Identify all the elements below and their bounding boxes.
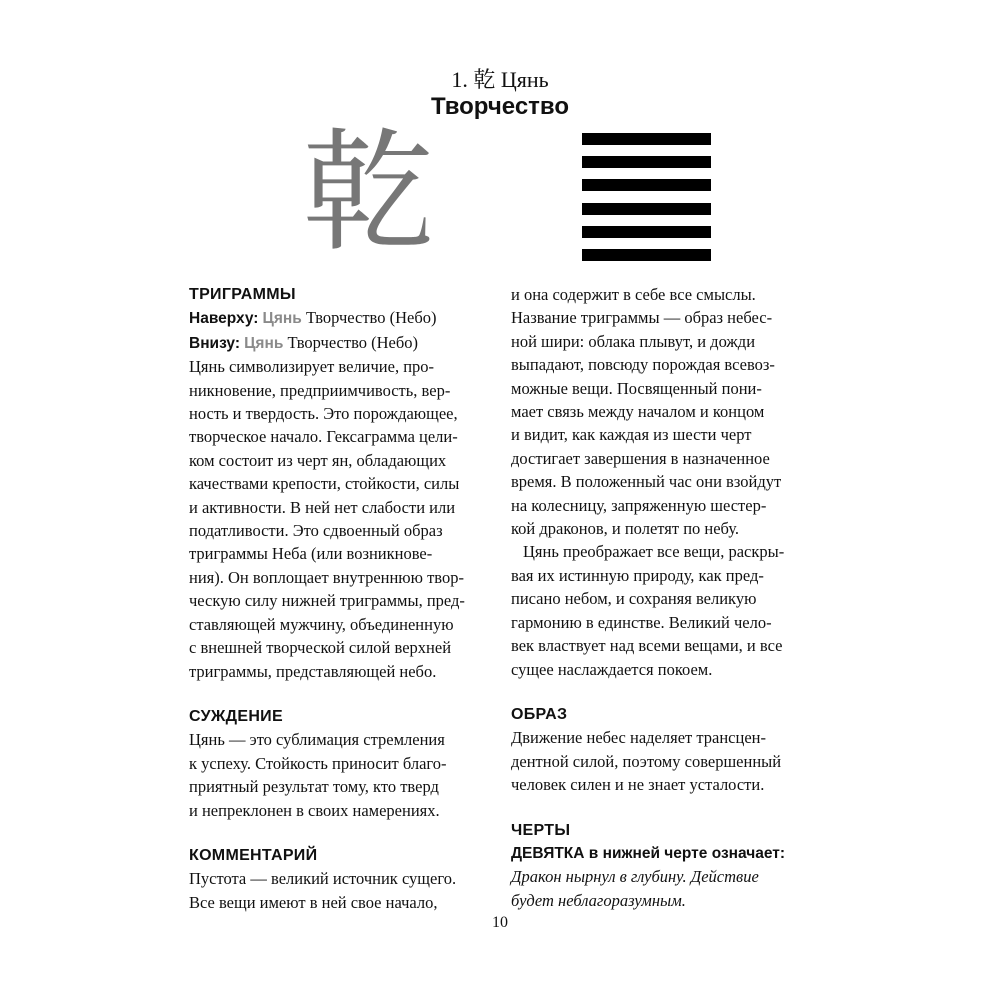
text-line: приятный результат тому, кто тверд — [189, 777, 439, 797]
trigram-top — [189, 306, 489, 330]
text-line: Название триграммы — образ небес- — [511, 308, 773, 328]
text-line: сущее наслаждается покоем. — [511, 659, 713, 679]
hexagram-title: Творчество — [430, 93, 570, 120]
judgement-body — [189, 728, 489, 822]
text-line: и активности. В ней нет слабости или — [189, 497, 456, 517]
image-body — [511, 726, 821, 796]
trigram-bottom-name: Цянь — [244, 334, 284, 352]
right-column — [511, 283, 821, 912]
text-line: никновение, предприимчивость, вер- — [189, 380, 451, 400]
trigram-bottom — [189, 331, 489, 355]
hexagram-solid-line — [582, 249, 711, 261]
text-line: вая их истинную природу, как пред- — [511, 565, 764, 585]
image-heading: ОБРАЗ — [511, 705, 568, 723]
commentary-paragraph-2 — [511, 540, 821, 680]
text-line: творческое начало. Гексаграмма цели- — [189, 427, 458, 447]
text-line: кой драконов, и полетят по небу. — [511, 519, 740, 539]
trigram-top-label: Наверху: — [189, 310, 259, 328]
text-line: человек силен и не знает усталости. — [511, 775, 765, 795]
text-line: и она содержит в себе все смыслы. — [511, 285, 756, 304]
text-line: качествами крепости, стойкости, силы — [189, 474, 460, 494]
text-line: можные вещи. Посвященный пони- — [511, 378, 762, 398]
text-line: выпадают, повсюду порождая всевоз- — [511, 355, 775, 375]
text-line: мает связь между началом и концом — [511, 402, 765, 422]
text-line: податливости. Это сдвоенный образ — [189, 521, 443, 541]
judgement-heading: СУЖДЕНИЕ — [189, 707, 283, 725]
text-line: Дракон нырнул в глубину. Действие — [511, 867, 759, 887]
text-line: ставляющей мужчину, объединенную — [189, 614, 454, 634]
hexagram-solid-line — [582, 179, 711, 191]
commentary-heading: КОММЕНТАРИЙ — [189, 846, 318, 864]
text-line: Пустота — великий источник сущего. — [189, 869, 457, 889]
text-line: достигает завершения в назначенное — [511, 448, 770, 468]
text-line: ческую силу нижней триграммы, пред- — [189, 591, 465, 611]
first-line-text — [511, 865, 821, 912]
text-line: гармонию в единстве. Великий чело- — [511, 612, 772, 632]
text-line: дентной силой, поэтому совершенный — [511, 751, 782, 771]
hexagram-solid-line — [582, 226, 711, 238]
text-line: век властвует над всеми вещами, и все — [511, 636, 783, 656]
hexagram-solid-line — [582, 156, 711, 168]
text-line: и видит, как каждая из шести черт — [511, 425, 752, 445]
text-line: время. В положенный час они взойдут — [511, 472, 782, 492]
text-line: ной шири: облака плывут, и дожди — [511, 331, 756, 351]
text-line: с внешней творческой силой верхней — [189, 638, 452, 658]
trigrams-heading: ТРИГРАММЫ — [189, 286, 296, 303]
trigram-bottom-label: Внизу: — [189, 334, 240, 352]
text-line: Все вещи имеют в ней свое начало, — [189, 892, 438, 912]
trigram-top-text: Творчество (Небо) — [305, 308, 437, 328]
hexagram-solid-line — [582, 133, 711, 145]
trigrams-body — [189, 355, 489, 683]
text-line: писано небом, и сохраняя великую — [511, 589, 757, 609]
text-line: Цянь — это сублимация стремления — [189, 730, 445, 750]
commentary-continued — [511, 283, 821, 540]
text-line: к успеху. Стойкость приносит благо- — [189, 753, 447, 773]
left-column — [189, 283, 489, 914]
page-number: 10 — [492, 914, 508, 931]
hexagram-solid-line — [582, 203, 711, 215]
lines-heading: ЧЕРТЫ — [511, 821, 571, 839]
text-line: и непреклонен в своих намерениях. — [189, 800, 440, 820]
commentary-body — [189, 867, 489, 914]
text-line: ком состоит из черт ян, обладающих — [189, 450, 447, 470]
text-line: триграммы, представляющей небо. — [189, 661, 437, 681]
text-line: ния). Он воплощает внутреннюю твор- — [189, 567, 464, 587]
first-line-label: ДЕВЯТКА в нижней черте означает: — [511, 844, 786, 862]
hexagram-number: 1. 乾 Цянь — [451, 67, 549, 92]
trigram-top-name: Цянь — [262, 310, 302, 328]
text-line: будет неблагоразумным. — [511, 890, 686, 910]
trigram-bottom-text: Творчество (Небо) — [287, 332, 419, 352]
text-line: ность и твердость. Это порождающее, — [189, 404, 458, 424]
hexagram-figure — [582, 133, 711, 261]
text-line: триграммы Неба (или возникнове- — [189, 544, 433, 564]
text-line: на колесницу, запряженную шестер- — [511, 495, 767, 515]
text-line: Цянь символизирует величие, про- — [189, 357, 435, 377]
chinese-character: 乾 — [302, 116, 434, 270]
text-line: Цянь преображает все вещи, раскры- — [523, 542, 785, 562]
text-line: Движение небес наделяет трансцен- — [511, 728, 766, 748]
